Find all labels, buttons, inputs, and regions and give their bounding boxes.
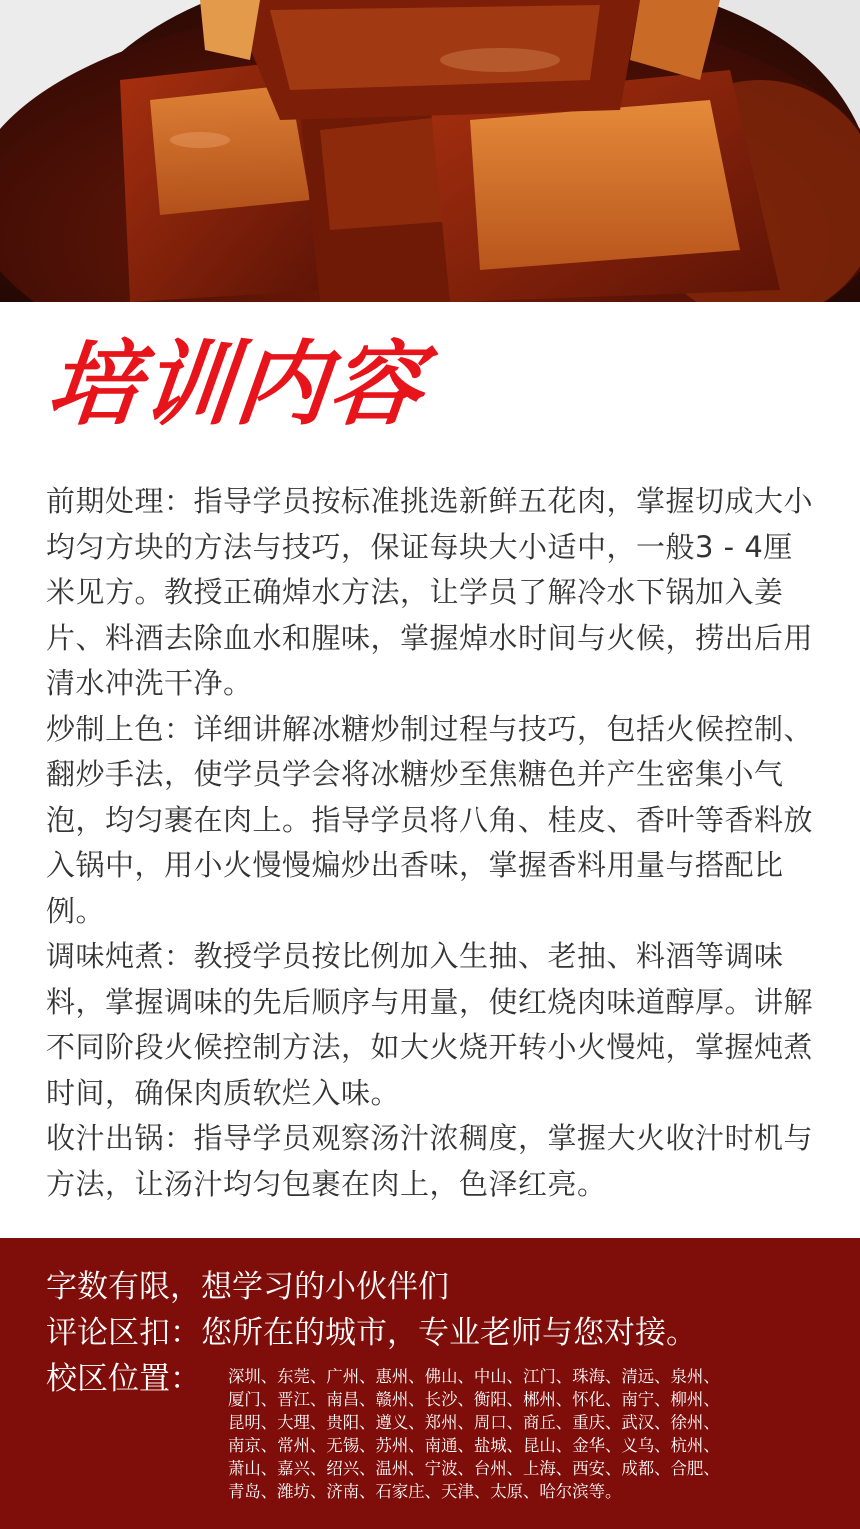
campus-line: 青岛、潍坊、济南、石家庄、天津、太原、哈尔滨等。 <box>228 1482 622 1501</box>
section-seasoning-stewing: 调味炖煮：教授学员按比例加入生抽、老抽、料酒等调味料，掌握调味的先后顺序与用量，使红烧肉味道醇厚。讲解不同阶段火候控制方法，如大火烧开转小火慢炖，掌握炖煮时间，确保肉质软烂入味。 <box>46 939 814 1110</box>
campus-line: 南京、常州、无锡、苏州、南通、盐城、昆山、金华、义乌、杭州、 <box>228 1436 720 1455</box>
campus-line: 昆明、大理、贵阳、遵义、郑州、周口、商丘、重庆、武汉、徐州、 <box>228 1413 720 1432</box>
title-text: 培训内容 <box>42 331 430 438</box>
campus-line: 萧山、嘉兴、绍兴、温州、宁波、台州、上海、西安、成都、合肥、 <box>228 1459 720 1478</box>
hero-food-photo <box>0 0 860 302</box>
footer-line-2: 评论区扣：您所在的城市，专业老师与您对接。 <box>46 1315 697 1351</box>
section-title <box>42 325 430 445</box>
section-stir-fry-coloring: 炒制上色：详细讲解冰糖炒制过程与技巧，包括火候控制、翻炒手法，使学员学会将冰糖炒至焦糖色并产生密集小气泡，均匀裹在肉上。指导学员将八角、桂皮、香叶等香料放入锅中，用小火慢慢煸炒出香味，掌握香料用量与搭配比例。 <box>46 711 814 928</box>
campus-label: 校区位置： <box>46 1361 201 1397</box>
campus-list <box>228 1365 828 1503</box>
footer-banner <box>0 1238 860 1529</box>
training-content <box>46 479 821 1207</box>
footer-line-1: 字数有限，想学习的小伙伴们 <box>46 1269 449 1305</box>
pork-cube-top <box>230 0 640 120</box>
section-reduce-sauce: 收汁出锅：指导学员观察汤汁浓稠度，掌握大火收汁时机与方法，让汤汁均匀包裹在肉上，色泽红亮。 <box>46 1121 814 1201</box>
braised-pork-illustration <box>0 0 860 302</box>
section-pre-processing: 前期处理：指导学员按标准挑选新鲜五花肉，掌握切成大小均匀方块的方法与技巧，保证每块大小适中，一般3 - 4厘米见方。教授正确焯水方法，让学员了解冷水下锅加入姜片、料酒去除血水和腥味，掌握焯水时间与火候，捞出后用清水冲洗干净。 <box>46 484 814 700</box>
campus-line: 厦门、晋江、南昌、赣州、长沙、衡阳、郴州、怀化、南宁、柳州、 <box>228 1390 720 1409</box>
campus-line: 深圳、东莞、广州、惠州、佛山、中山、江门、珠海、清远、泉州、 <box>228 1367 720 1386</box>
